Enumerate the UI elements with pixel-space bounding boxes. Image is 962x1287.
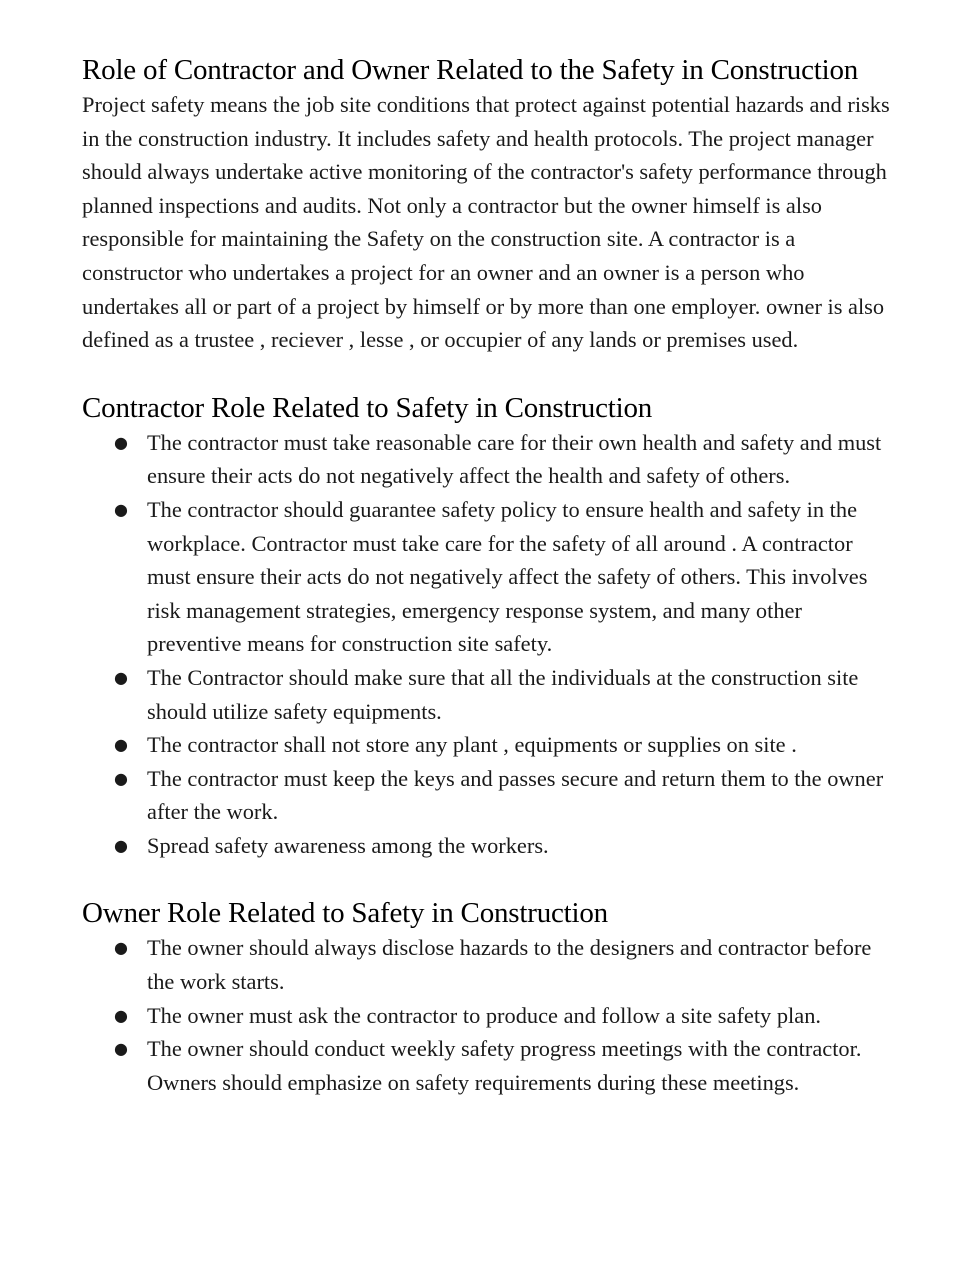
contractor-role-list bbox=[82, 426, 900, 863]
list-item bbox=[114, 999, 900, 1033]
list-item bbox=[114, 661, 900, 728]
bullet-icon: ● bbox=[114, 432, 128, 452]
list-item bbox=[114, 931, 900, 998]
bullet-icon: ● bbox=[114, 667, 128, 687]
list-item-text: The contractor must keep the keys and passes secure and return them to the owner after the work. bbox=[147, 765, 884, 825]
owner-role-list bbox=[82, 931, 900, 1099]
section-spacer bbox=[82, 357, 900, 390]
list-item-text: The owner should conduct weekly safety progress meetings with the contractor. Owners should emphasize on safety requirements during these meetings. bbox=[147, 1036, 862, 1095]
list-item bbox=[114, 1032, 900, 1099]
intro-paragraph: Project safety means the job site conditions that protect against potential hazards and risks in the construction industry. It includes safety and health protocols. The project manager should always undertake active monitoring of the contractor's safety performance through planned inspections and audits. Not only a contractor but the owner himself is also responsible for maintaining the Safety on the construction site. A contractor is a constructor who undertakes a project for an owner and an owner is a person who undertakes all or part of a project by himself or by more than one employer. owner is also defined as a trustee , reciever , lesse , or occupier of any lands or premises used. bbox=[82, 92, 890, 353]
list-item-text: The contractor must take reasonable care for their own health and safety and must ensure their acts do not negatively affect the health and safety of others. bbox=[147, 429, 882, 489]
section-spacer bbox=[82, 862, 900, 895]
document-page bbox=[82, 52, 900, 1099]
list-item bbox=[114, 762, 900, 829]
owner-role-heading: Owner Role Related to Safety in Construction bbox=[82, 897, 608, 930]
list-item bbox=[114, 829, 900, 863]
bullet-icon: ● bbox=[114, 735, 128, 755]
bullet-icon: ● bbox=[114, 835, 128, 855]
bullet-icon: ● bbox=[114, 768, 128, 788]
list-item bbox=[114, 426, 900, 493]
list-item-text: The owner must ask the contractor to produce and follow a site safety plan. bbox=[147, 1002, 821, 1028]
bullet-icon: ● bbox=[114, 499, 128, 519]
bullet-icon: ● bbox=[114, 1005, 128, 1025]
list-item-text: The owner should always disclose hazards to the designers and contractor before the work starts. bbox=[147, 935, 872, 995]
main-heading: Role of Contractor and Owner Related to the Safety in Construction bbox=[82, 54, 859, 86]
list-item bbox=[114, 493, 900, 661]
list-item-text: The contractor shall not store any plant , equipments or supplies on site . bbox=[147, 732, 797, 758]
list-item-text: The contractor should guarantee safety policy to ensure health and safety in the workplace. Contractor must take care for the safety of all around . A contractor must ensure their acts do not negatively affect the safety of others. This involves risk management strategies, emergency response system, and many other preventive means for construction site safety. bbox=[147, 496, 868, 657]
bullet-icon: ● bbox=[114, 938, 128, 958]
list-item-text: Spread safety awareness among the workers. bbox=[147, 832, 549, 858]
bullet-icon: ● bbox=[114, 1039, 128, 1059]
list-item bbox=[114, 728, 900, 762]
list-item-text: The Contractor should make sure that all the individuals at the construction site should utilize safety equipments. bbox=[147, 664, 859, 724]
contractor-role-heading: Contractor Role Related to Safety in Construction bbox=[82, 391, 653, 424]
